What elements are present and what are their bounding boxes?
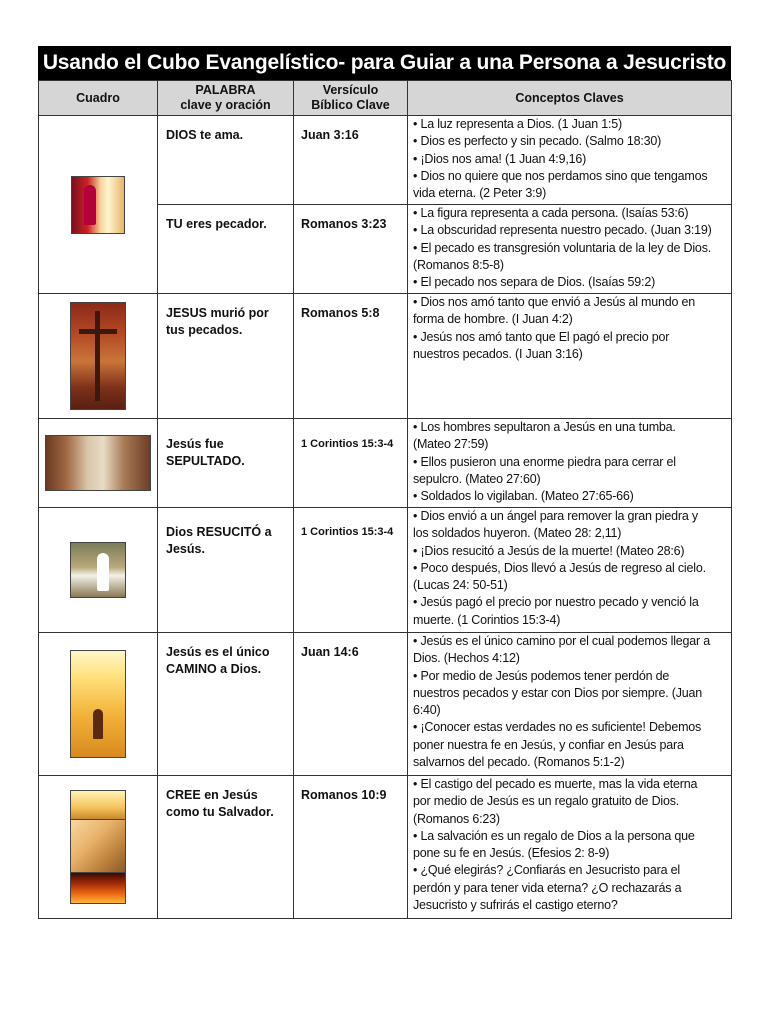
verse-cell: Romanos 5:8 xyxy=(294,294,408,419)
concepts-cell: • Jesús es el único camino por el cual podemos llegar a Dios. (Hechos 4:12) • Por medio de Jesús podemos tener perdón de nuestros pecados y estar con Dios por siempre. (Juan 6:40) • ¡Conocer estas verdades no es suficiente! Debemos poner nuestra fe en Jesús, y confiar en Jesús para salvarnos del pecado. (Romanos 5:1-2) xyxy=(408,633,732,776)
header-palabra: PALABRA clave y oración xyxy=(158,81,294,116)
concepts-cell: • El castigo del pecado es muerte, mas la vida eterna por medio de Jesús es un regalo gratuito de Dios. (Romanos 6:23) • La salvación es un regalo de Dios a la persona que pone su fe en Jesús. (Efesios 2: 8-9) • ¿Qué elegirás? ¿Confiarás en Jesucristo para el perdón y para tener vida eterna? ¿O rechazarás a Jesucristo y sufrirás el castigo eterno? xyxy=(408,776,732,919)
concepts-cell: • Dios envió a un ángel para remover la gran piedra y los soldados huyeron. (Mateo 28: 2,11) • ¡Dios resucitó a Jesús de la muerte! (Mateo 28:6) • Poco después, Dios llevó a Jesús de regreso al cielo. (Lucas 24: 50-51) • Jesús pagó el precio por nuestro pecado y venció la muerte. (1 Corintios 15:3-4) xyxy=(408,508,732,633)
table-row xyxy=(39,116,732,205)
gift-hands-image xyxy=(70,820,126,873)
table-row xyxy=(39,776,732,919)
header-row xyxy=(39,81,732,116)
picture-cell xyxy=(39,633,158,776)
keyword-cell: Dios RESUCITÓ a Jesús. xyxy=(158,508,294,633)
concepts-cell: • Dios nos amó tanto que envió a Jesús al mundo en forma de hombre. (I Juan 4:2) • Jesús nos amó tanto que El pagó el precio por nuestros pecados. (I Juan 3:16) xyxy=(408,294,732,419)
verse-cell: 1 Corintios 15:3-4 xyxy=(294,419,408,508)
table-row xyxy=(39,633,732,776)
table-row xyxy=(39,294,732,419)
table-row xyxy=(39,508,732,633)
verse-cell: Romanos 10:9 xyxy=(294,776,408,919)
table-row xyxy=(39,419,732,508)
gospel-cube-table xyxy=(38,80,732,919)
light-figure-image xyxy=(71,176,125,234)
header-cuadro: Cuadro xyxy=(39,81,158,116)
image-stack xyxy=(70,790,126,904)
header-versiculo: Versículo Bíblico Clave xyxy=(294,81,408,116)
path-to-god-image xyxy=(70,650,126,758)
fire-image xyxy=(70,873,126,904)
picture-cell xyxy=(39,776,158,919)
keyword-cell: JESUS murió por tus pecados. xyxy=(158,294,294,419)
verse-cell: 1 Corintios 15:3-4 xyxy=(294,508,408,633)
picture-cell xyxy=(39,116,158,294)
keyword-cell: Jesús es el único CAMINO a Dios. xyxy=(158,633,294,776)
concepts-cell: • Los hombres sepultaron a Jesús en una tumba. (Mateo 27:59) • Ellos pusieron una enorme piedra para cerrar el sepulcro. (Mateo 27:60) • Soldados lo vigilaban. (Mateo 27:65-66) xyxy=(408,419,732,508)
crucifixion-image xyxy=(70,302,126,410)
picture-cell xyxy=(39,419,158,508)
header-conceptos: Conceptos Claves xyxy=(408,81,732,116)
verse-cell: Juan 14:6 xyxy=(294,633,408,776)
page-title: Usando el Cubo Evangelístico- para Guiar a una Persona a Jesucristo xyxy=(38,46,731,80)
keyword-cell: DIOS te ama. xyxy=(158,116,294,205)
verse-cell: Juan 3:16 xyxy=(294,116,408,205)
document xyxy=(38,46,731,919)
keyword-cell: TU eres pecador. xyxy=(158,205,294,294)
picture-cell xyxy=(39,508,158,633)
concepts-cell: • La figura representa a cada persona. (Isaías 53:6) • La obscuridad representa nuestro pecado. (Juan 3:19) • El pecado es transgresión voluntaria de la ley de Dios. (Romanos 8:5-8) • El pecado nos separa de Dios. (Isaías 59:2) xyxy=(408,205,732,294)
heaven-image xyxy=(70,790,126,820)
verse-cell: Romanos 3:23 xyxy=(294,205,408,294)
keyword-cell: CREE en Jesús como tu Salvador. xyxy=(158,776,294,919)
resurrection-image xyxy=(70,542,126,598)
tomb-image xyxy=(45,435,151,491)
concepts-cell: • La luz representa a Dios. (1 Juan 1:5) • Dios es perfecto y sin pecado. (Salmo 18:30) • ¡Dios nos ama! (1 Juan 4:9,16) • Dios no quiere que nos perdamos sino que tengamos vida eterna. (2 Peter 3:9) xyxy=(408,116,732,205)
keyword-cell: Jesús fue SEPULTADO. xyxy=(158,419,294,508)
picture-cell xyxy=(39,294,158,419)
